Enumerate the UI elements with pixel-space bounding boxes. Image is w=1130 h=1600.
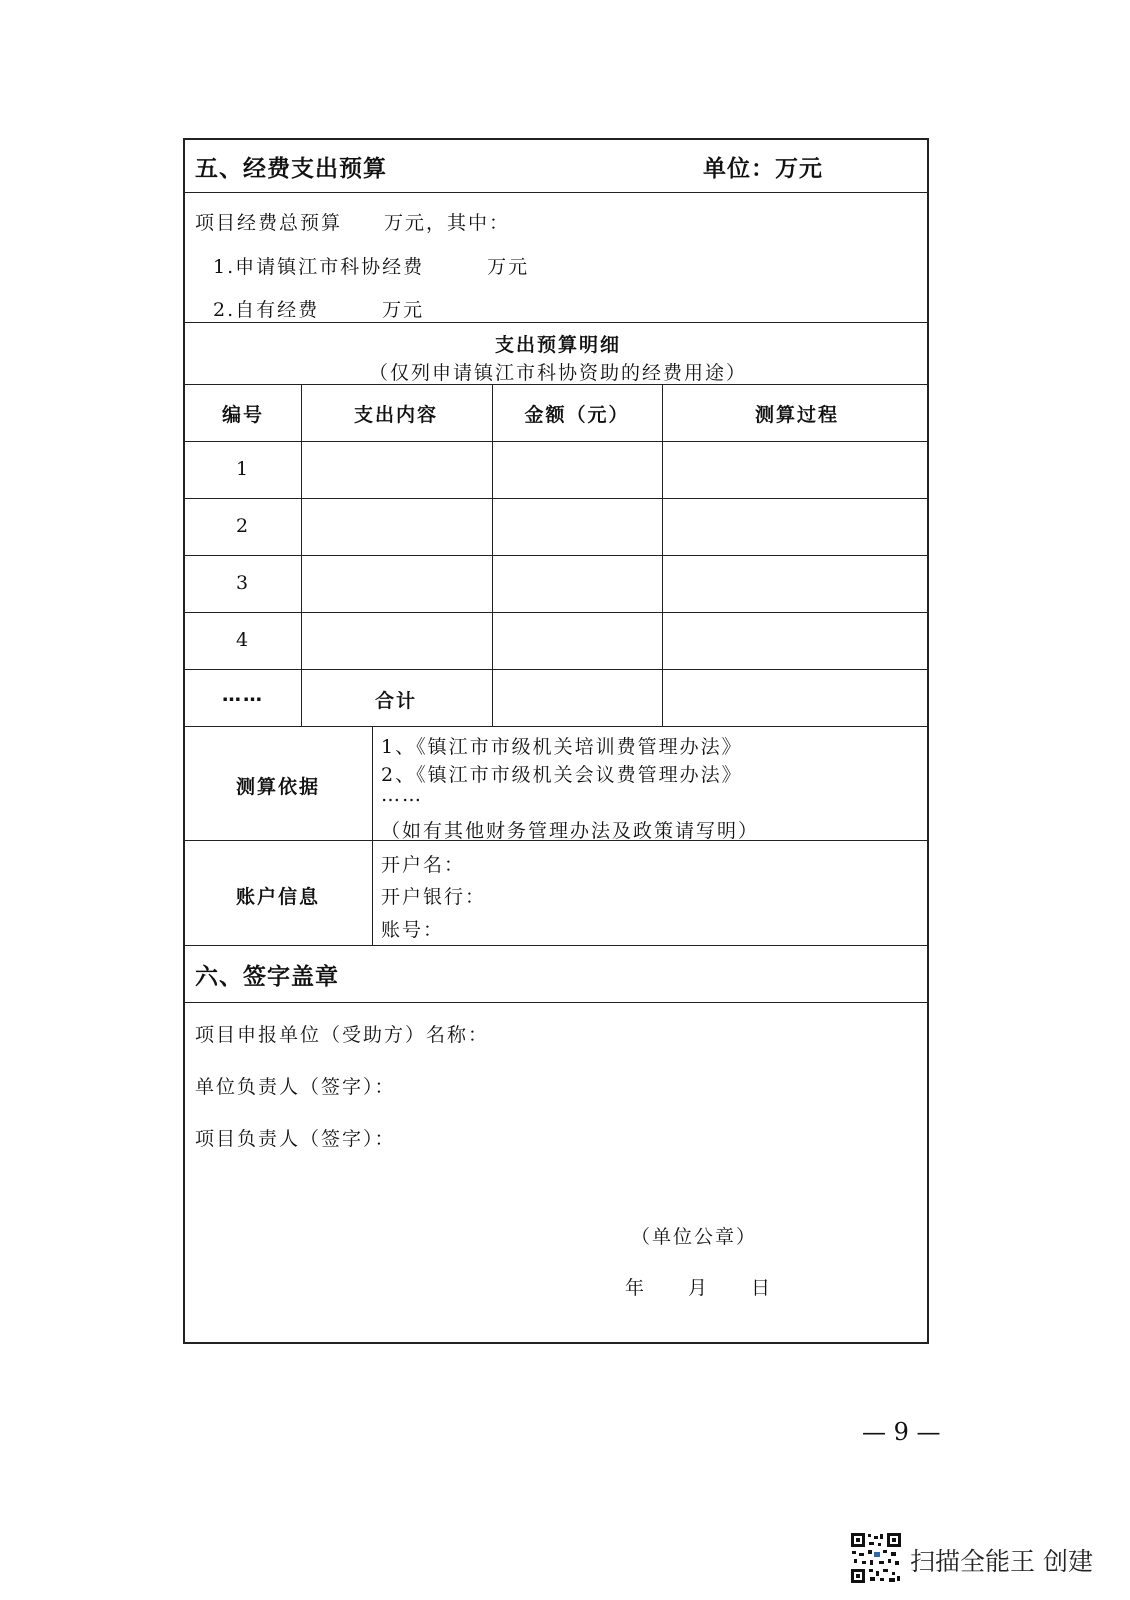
basis-line: 2、《镇江市市级机关会议费管理办法》 <box>381 764 743 786</box>
section5-title: 五、经费支出预算 <box>195 156 387 182</box>
unit-label: 单位：万元 <box>703 156 823 182</box>
account-label: 账户信息 <box>235 886 321 908</box>
unit-seal: （单位公章） <box>631 1226 758 1248</box>
row-number: 1 <box>235 458 251 480</box>
signing-date: 年 月 日 <box>625 1277 773 1299</box>
column-divider <box>372 726 373 945</box>
basis-line: …… <box>381 784 423 806</box>
divider <box>185 498 927 499</box>
account-name: 开户名： <box>381 854 466 876</box>
qr-code-icon <box>850 1532 902 1584</box>
divider <box>185 441 927 442</box>
column-divider <box>492 384 493 726</box>
divider <box>185 945 927 946</box>
detail-title: 支出预算明细 <box>494 334 622 356</box>
section6-title: 六、签字盖章 <box>195 964 339 990</box>
watermark-text: 扫描全能王 创建 <box>910 1547 1093 1576</box>
divider <box>185 726 927 727</box>
ellipsis-row: …… <box>222 684 264 706</box>
account-bank: 开户银行： <box>381 886 487 908</box>
row-number: 2 <box>235 515 251 537</box>
header-number: 编号 <box>221 404 265 426</box>
budget-item-2: 2.自有经费 万元 <box>213 299 425 321</box>
divider <box>185 555 927 556</box>
basis-line: 1、《镇江市市级机关培训费管理办法》 <box>381 736 743 758</box>
divider <box>185 669 927 670</box>
budget-item-1: 1.申请镇江市科协经费 万元 <box>213 256 530 278</box>
basis-label: 测算依据 <box>235 776 321 798</box>
row-number: 3 <box>235 572 251 594</box>
header-content: 支出内容 <box>353 404 439 426</box>
divider <box>185 322 927 323</box>
header-process: 测算过程 <box>754 404 840 426</box>
basis-line: （如有其他财务管理办法及政策请写明） <box>381 820 760 842</box>
header-amount: 金额（元） <box>524 404 630 426</box>
unit-head-signature: 单位负责人（签字）： <box>195 1076 396 1098</box>
row-number: 4 <box>235 629 251 651</box>
applicant-name: 项目申报单位（受助方）名称： <box>195 1024 490 1046</box>
account-number: 账号： <box>381 919 445 941</box>
project-head-signature: 项目负责人（签字）： <box>195 1128 396 1150</box>
total-label: 合计 <box>374 690 418 712</box>
detail-subtitle: （仅列申请镇江市科协资助的经费用途） <box>368 362 748 384</box>
total-budget-line: 项目经费总预算 万元，其中： <box>195 212 511 234</box>
column-divider <box>301 384 302 726</box>
page-number: — 9 — <box>862 1418 941 1446</box>
divider <box>185 612 927 613</box>
budget-form <box>183 138 929 1344</box>
divider <box>185 192 927 193</box>
column-divider <box>662 384 663 726</box>
divider <box>185 1002 927 1003</box>
